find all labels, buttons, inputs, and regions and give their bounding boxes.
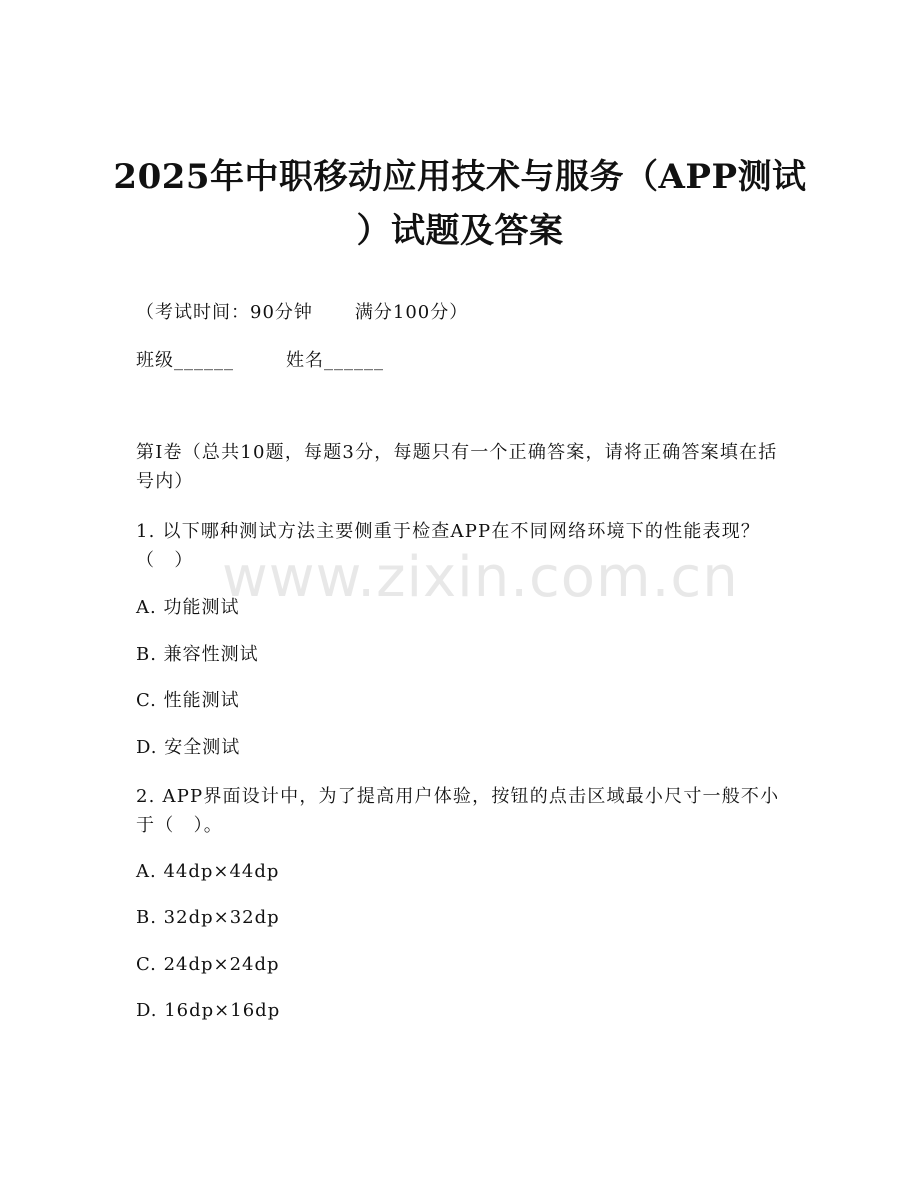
question-1-option-c: C. 性能测试 bbox=[136, 690, 240, 711]
question-1-option-a: A. 功能测试 bbox=[136, 597, 240, 618]
name-field: 姓名______ bbox=[286, 350, 384, 371]
question-2-option-b: B. 32dp×32dp bbox=[136, 907, 280, 928]
question-1-stem: 1. 以下哪种测试方法主要侧重于检查APP在不同网络环境下的性能表现？（ ） bbox=[136, 521, 761, 571]
question-2-option-a: A. 44dp×44dp bbox=[136, 861, 280, 882]
title-line-2: ）试题及答案 bbox=[356, 211, 564, 251]
question-1-option-d: D. 安全测试 bbox=[136, 737, 241, 758]
exam-full-score: 满分100分） bbox=[354, 302, 469, 323]
section-intro: 第I卷（总共10题，每题3分，每题只有一个正确答案，请将正确答案填在括号内） bbox=[136, 442, 778, 492]
question-2-option-c: C. 24dp×24dp bbox=[136, 954, 280, 975]
exam-info bbox=[136, 299, 468, 327]
exam-time: （考试时间：90分钟 bbox=[136, 302, 313, 323]
student-fields bbox=[136, 347, 384, 375]
title-line-1: 2025年中职移动应用技术与服务（APP测试 bbox=[113, 157, 807, 197]
watermark: www.zixin.com.cn bbox=[222, 545, 739, 610]
question-2-option-d: D. 16dp×16dp bbox=[136, 1000, 281, 1021]
question-1-option-b: B. 兼容性测试 bbox=[136, 644, 259, 665]
class-field: 班级______ bbox=[136, 350, 234, 371]
document-title bbox=[0, 150, 920, 258]
question-2-stem: 2. APP界面设计中，为了提高用户体验，按钮的点击区域最小尺寸一般不小于（ ）。 bbox=[136, 786, 780, 836]
